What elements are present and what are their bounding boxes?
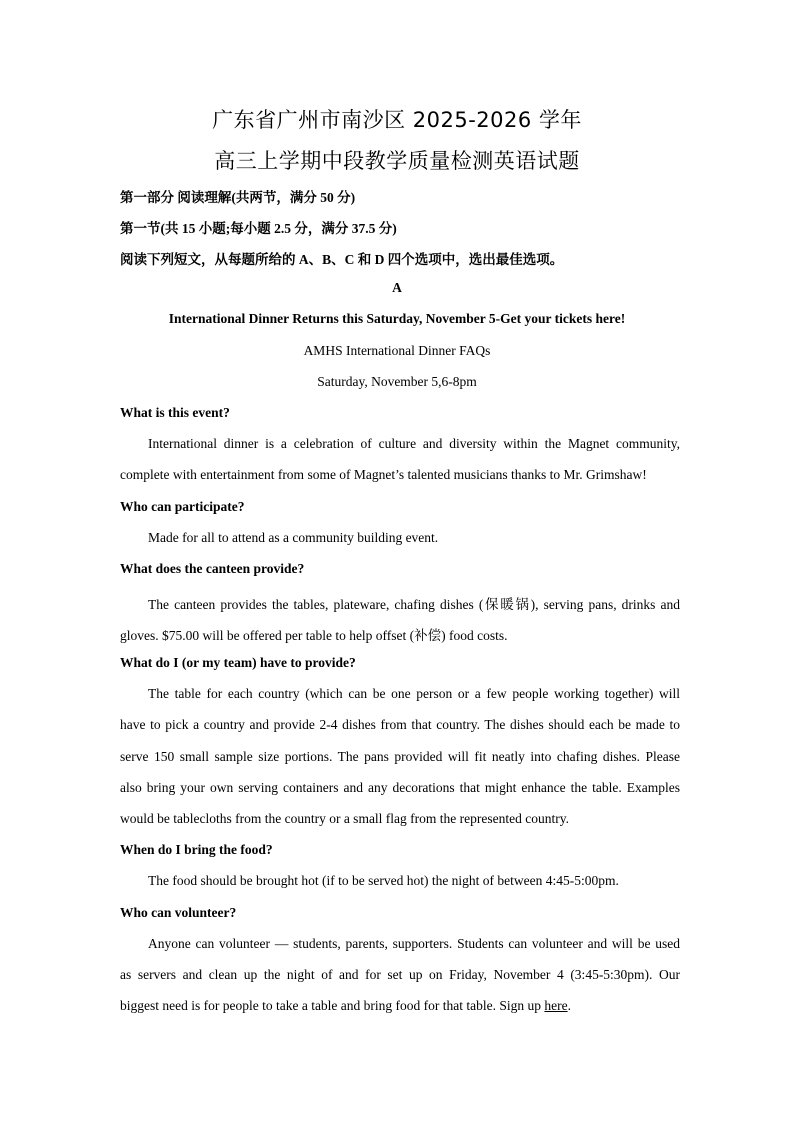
passage-headline: International Dinner Returns this Saturday, November 5-Get your tickets here!: [168, 311, 626, 326]
faq-answer-line: as servers and clean up the night of and for set up on Friday, November 4 (3:45-5:30pm). Our: [120, 967, 680, 982]
faq-answer-line: The food should be brought hot (if to be served hot) the night of between 4:45-5:00pm.: [148, 873, 619, 888]
passage-label: A: [392, 280, 402, 295]
faq-answer-line: have to pick a country and provide 2-4 dishes from that country. The dishes should each be made to: [120, 717, 680, 732]
faq-answer-line: International dinner is a celebration of culture and diversity within the Magnet community,: [148, 436, 680, 451]
faq-question: Who can participate?: [120, 499, 245, 514]
event-date: Saturday, November 5,6-8pm: [317, 374, 477, 389]
faq-question: What do I (or my team) have to provide?: [120, 655, 356, 670]
passage-subtitle: AMHS International Dinner FAQs: [303, 343, 491, 358]
exam-title-line2: 高三上学期中段教学质量检测英语试题: [214, 149, 580, 173]
faq-answer-line: would be tablecloths from the country or a small flag from the represented country.: [120, 811, 569, 826]
faq-answer-line: Anyone can volunteer — students, parents, supporters. Students can volunteer and will be used: [148, 936, 680, 951]
signup-link[interactable]: here: [544, 998, 568, 1013]
faq-answer-line: complete with entertainment from some of Magnet’s talented musicians thanks to Mr. Grimshaw!: [120, 467, 647, 482]
part-heading: 第一部分 阅读理解(共两节，满分 50 分): [120, 190, 356, 205]
faq-question: What does the canteen provide?: [120, 561, 305, 576]
section-heading: 第一节(共 15 小题;每小题 2.5 分，满分 37.5 分): [120, 221, 397, 236]
faq-question: What is this event?: [120, 405, 230, 420]
faq-answer-line: also bring your own serving containers and any decorations that might enhance the table. Examples: [120, 780, 680, 795]
faq-answer-line: gloves. $75.00 will be offered per table to help offset (补偿) food costs.: [120, 628, 508, 643]
faq-answer-line: Made for all to attend as a community building event.: [148, 530, 439, 545]
faq-answer-line: [120, 998, 680, 1014]
signup-period: .: [567, 998, 571, 1013]
directions: 阅读下列短文，从每题所给的 A、B、C 和 D 四个选项中，选出最佳选项。: [120, 252, 564, 267]
faq-question: When do I bring the food?: [120, 842, 273, 857]
faq-answer-line: The canteen provides the tables, plateware, chafing dishes (保暖锅), serving pans, drinks and: [148, 597, 680, 612]
exam-title-line1: 广东省广州市南沙区 2025-2026 学年: [212, 108, 582, 132]
faq-answer-line: serve 150 small sample size portions. The pans provided will fit neatly into chafing dishes. Please: [120, 749, 680, 764]
signup-text: biggest need is for people to take a table and bring food for that table. Sign up: [120, 998, 542, 1013]
faq-answer-line: The table for each country (which can be one person or a few people working together) will: [148, 686, 680, 701]
faq-question: Who can volunteer?: [120, 905, 237, 920]
